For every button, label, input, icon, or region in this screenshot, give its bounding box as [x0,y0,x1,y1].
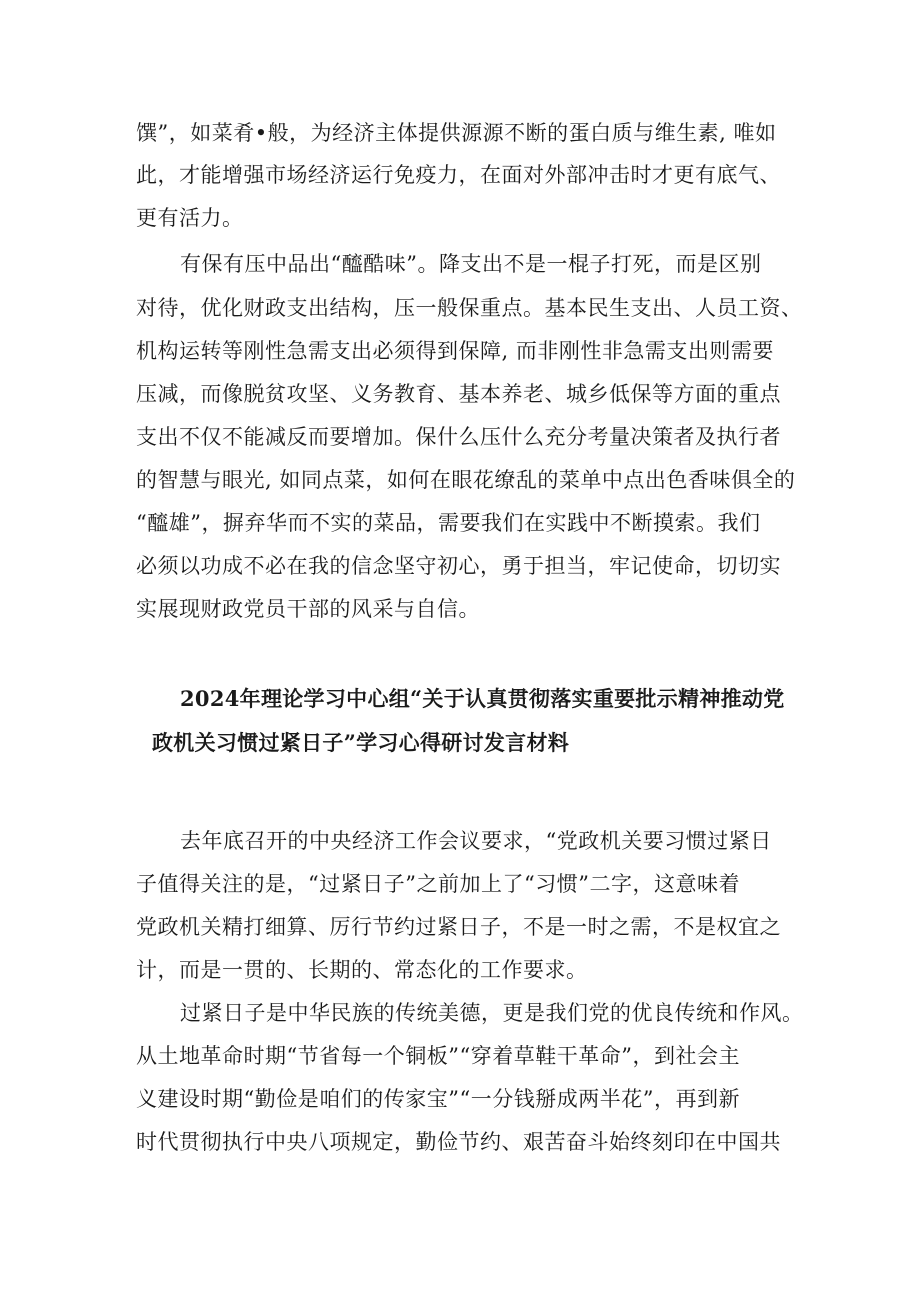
paragraph-3-line-4: 计，而是一贯的、长期的、常态化的工作要求。 [136,958,588,982]
paragraph-2-line-7: “醯雄”，摒弃华而不实的菜品，需要我们在实践中不断摸索。我们 [136,511,761,535]
paragraph-1-line-1: 馔”，如菜肴•般，为经济主体提供源源不断的蛋白质与维生素, 唯如 [136,121,777,145]
paragraph-1-line-2: 此，才能增强市场经济运行免疫力，在面对外部冲击时才更有底气、 [136,163,781,187]
paragraph-3-line-3: 党政机关精打细算、厉行节约过紧日子，不是一时之需，不是权宜之 [136,915,781,939]
paragraph-4-line-4: 时代贯彻执行中央八项规定，勤俭节约、艰苦奋斗始终刻印在中国共 [136,1130,781,1154]
paragraph-2-line-2: 对待，优化财政支出结构，压一般保重点。基本民生支出、人员工资、 [136,296,803,320]
paragraph-4-line-1: 过紧日子是中华民族的传统美德，更是我们党的优良传统和作风。 [180,1001,804,1025]
paragraph-4-line-2: 从土地革命时期“节省每一个铜板”“穿着草鞋干革命”，到社会主 [136,1044,740,1068]
paragraph-3-line-1: 去年底召开的中央经济工作会议要求，“党政机关要习惯过紧日 [180,829,772,853]
paragraph-2-line-4: 压减，而像脱贫攻坚、义务教育、基本养老、城乡低保等方面的重点 [136,382,781,406]
paragraph-2-line-3: 机构运转等刚性急需支出必须得到保障, 而非刚性非急需支出则需要 [136,339,774,363]
paragraph-2-line-6: 的智慧与眼光, 如同点菜，如何在眼花缭乱的菜单中点出色香味俱全的 [136,468,796,492]
paragraph-2-line-1: 有保有压中品出“醯酷味”。降支出不是一棍子打死，而是区别 [180,252,762,276]
paragraph-4-line-3: 义建设时期“勤俭是咱们的传家宝”“一分钱掰成两半花”，再到新 [136,1087,740,1111]
paragraph-1-line-3: 更有活力。 [136,206,244,230]
paragraph-2-line-5: 支出不仅不能减反而要增加。保什么压什么充分考量决策者及执行者 [136,425,781,449]
paragraph-2-line-9: 实展现财政党员干部的风采与自信。 [136,597,480,621]
section-title-line-1: 2024年理论学习中心组“关于认真贯彻落实重要批示精神推动党 [180,686,785,711]
paragraph-2-line-8: 必须以功成不必在我的信念坚守初心，勇于担当，牢记使命，切切实 [136,554,781,578]
section-title-line-2: 政机关习惯过紧日子”学习心得研讨发言材料 [152,730,570,755]
paragraph-3-line-2: 子值得关注的是，“过紧日子”之前加上了“习惯”二字，这意味着 [136,872,740,896]
